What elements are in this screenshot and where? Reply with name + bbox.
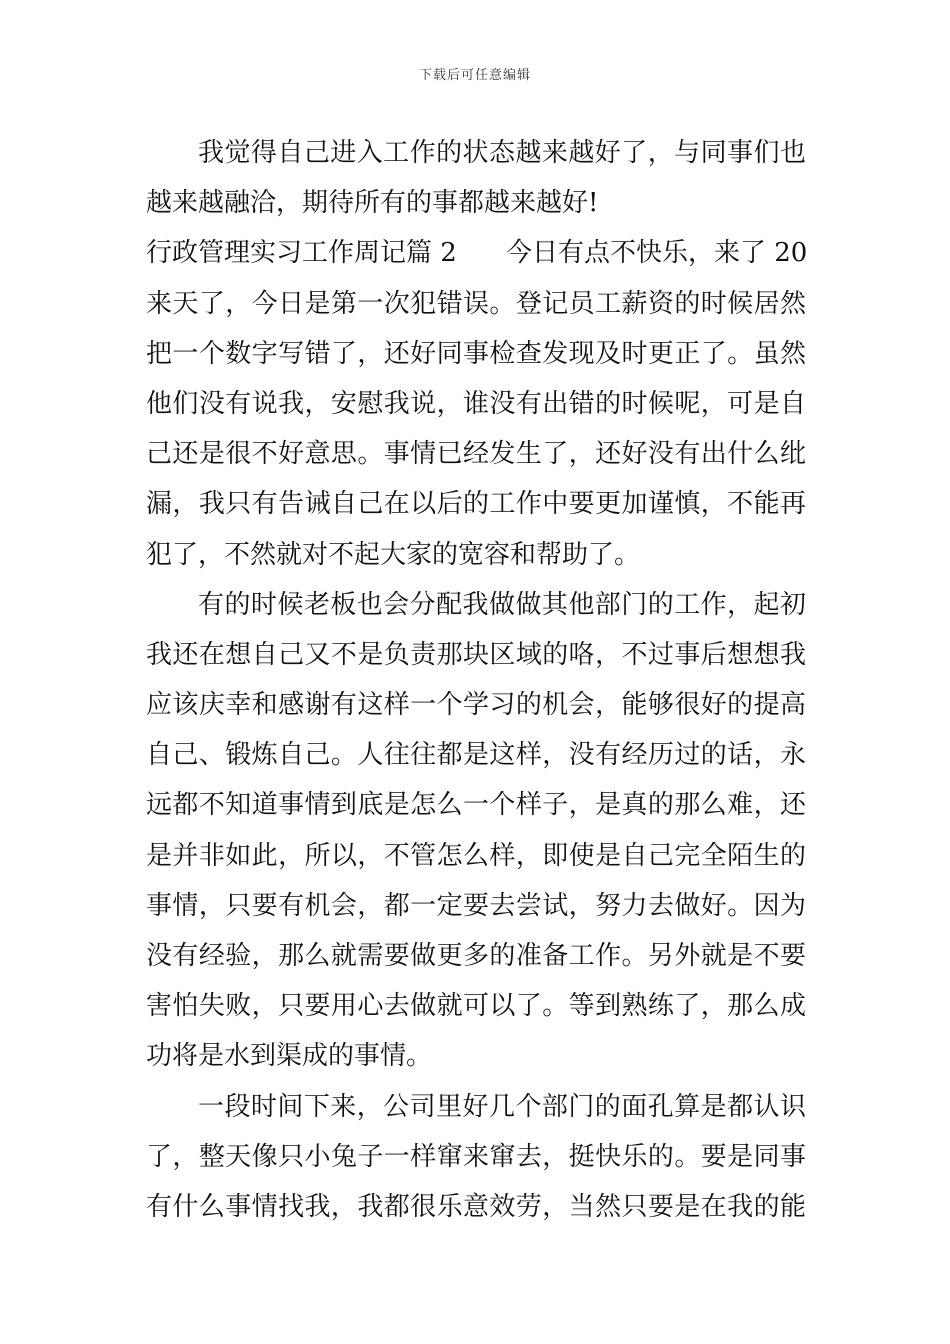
text-line: 犯了，不然就对不起大家的宽容和帮助了。 xyxy=(146,539,641,570)
text-line: 来天了，今日是第一次犯错误。登记员工薪资的时候居然 xyxy=(146,288,806,319)
text-line: 害怕失败，只要用心去做就可以了。等到熟练了，那么成 xyxy=(146,991,806,1022)
paragraph-4 xyxy=(146,1082,806,1233)
text-line: 己还是很不好意思。事情已经发生了，还好没有出什么纰 xyxy=(146,439,806,470)
document-body xyxy=(146,128,806,1232)
text-line: 是并非如此，所以，不管怎么样，即使是自己完全陌生的 xyxy=(146,840,806,871)
paragraph-2 xyxy=(146,228,806,579)
text-line: 有什么事情找我，我都很乐意效劳，当然只要是在我的能 xyxy=(146,1191,806,1222)
page-header: 下载后可任意编辑 xyxy=(418,68,531,83)
text-line: 今日有点不快乐，来了 20 xyxy=(506,238,808,269)
text-line: 漏，我只有告诫自己在以后的工作中要更加谨慎，不能再 xyxy=(146,489,806,520)
text-line: 远都不知道事情到底是怎么一个样子，是真的那么难，还 xyxy=(146,790,806,821)
text-line: 功将是水到渠成的事情。 xyxy=(146,1041,433,1072)
text-line: 有的时候老板也会分配我做做其他部门的工作，起初 xyxy=(198,589,806,620)
text-line: 没有经验，那么就需要做更多的准备工作。另外就是不要 xyxy=(146,941,806,971)
text-line: 他们没有说我，安慰我说，谁没有出错的时候呢，可是自 xyxy=(146,388,806,419)
text-line: 把一个数字写错了，还好同事检查发现及时更正了。虽然 xyxy=(146,338,806,369)
text-line: 我觉得自己进入工作的状态越来越好了，与同事们也 xyxy=(198,138,806,168)
section-heading-line xyxy=(146,228,806,278)
paragraph-3 xyxy=(146,580,806,1082)
section-title: 行政管理实习工作周记篇 2 xyxy=(146,238,457,269)
text-line: 应该庆幸和感谢有这样一个学习的机会，能够很好的提高 xyxy=(146,690,806,721)
text-line: 了，整天像只小兔子一样窜来窜去，挺快乐的。要是同事 xyxy=(146,1141,806,1172)
text-line: 我还在想自己又不是负责那块区域的咯，不过事后想想我 xyxy=(146,639,806,670)
text-line: 自己、锻炼自己。人往往都是这样，没有经历过的话，永 xyxy=(146,740,806,771)
text-line: 越来越融洽，期待所有的事都越来越好! xyxy=(146,188,599,219)
paragraph-1 xyxy=(146,128,806,228)
text-line: 一段时间下来，公司里好几个部门的面孔算是都认识 xyxy=(198,1091,806,1122)
text-line: 事情，只要有机会，都一定要去尝试，努力去做好。因为 xyxy=(146,890,806,921)
